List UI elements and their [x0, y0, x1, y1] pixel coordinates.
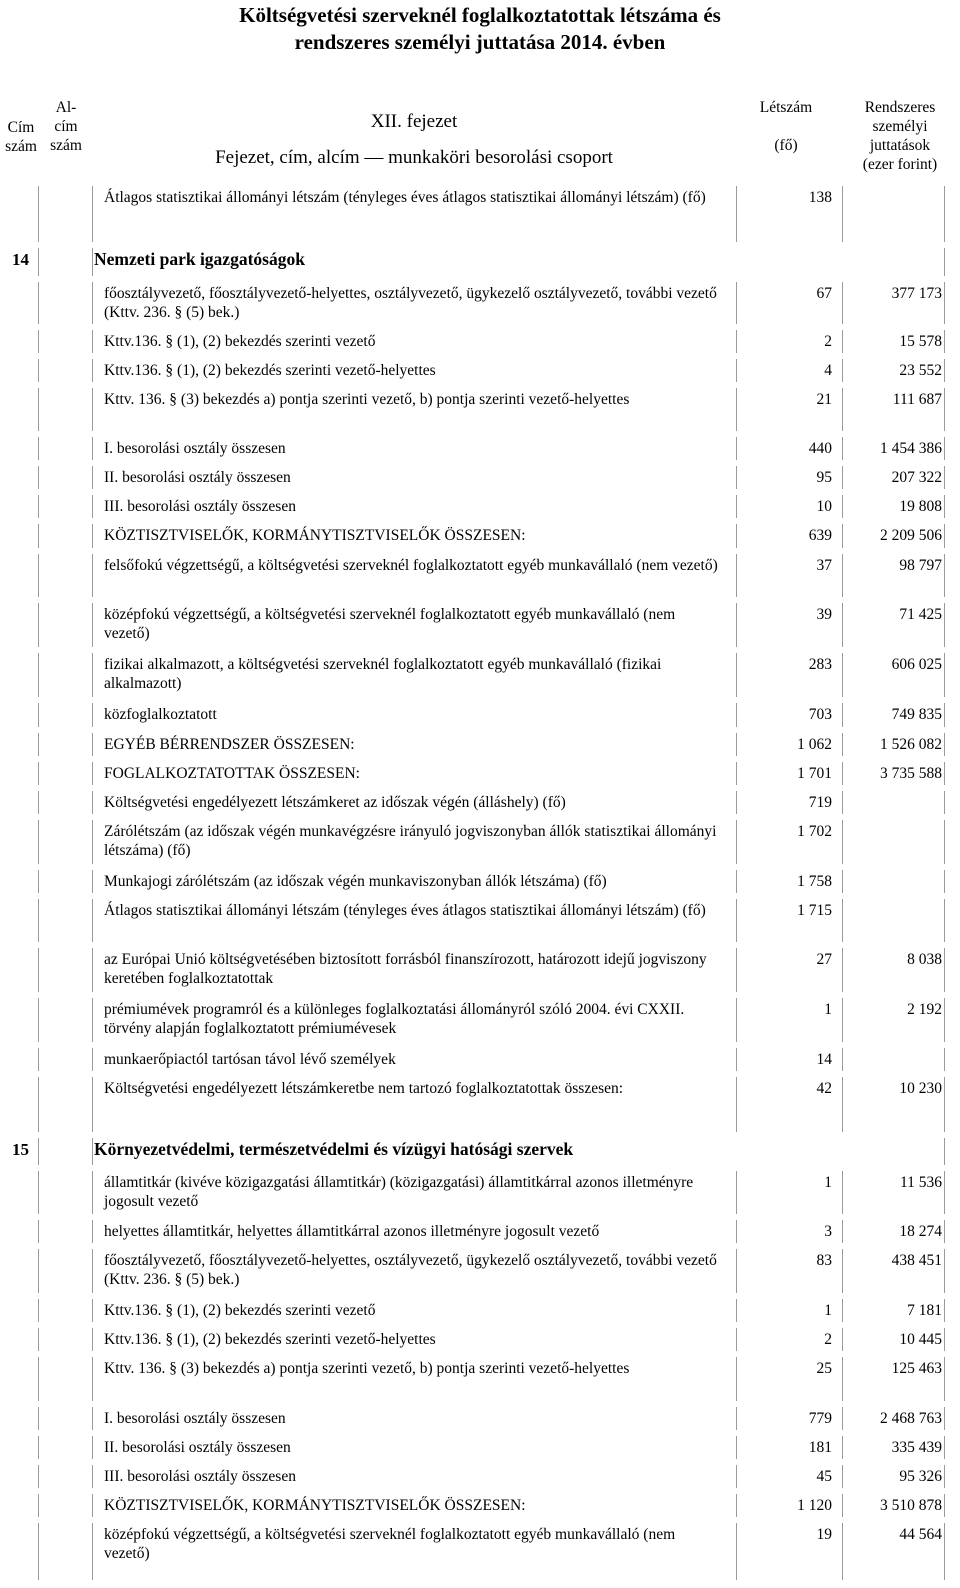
column-divider — [92, 330, 93, 353]
column-divider — [736, 554, 737, 597]
column-divider — [92, 359, 93, 382]
column-divider — [842, 1077, 843, 1132]
column-divider — [38, 388, 39, 431]
column-divider — [736, 820, 737, 864]
column-divider — [944, 1465, 945, 1488]
row-label: KÖZTISZTVISELŐK, KORMÁNYTISZTVISELŐK ÖSSZESEN: — [104, 1497, 526, 1514]
column-divider — [92, 1048, 93, 1071]
section-number: 15 — [12, 1140, 29, 1159]
column-divider — [842, 495, 843, 518]
header-letszam: Létszám (fő) — [759, 99, 813, 154]
headcount-value: 1 758 — [797, 873, 832, 890]
section-name: Környezetvédelmi, természetvédelmi és vízügyi hatósági szervek — [94, 1139, 574, 1159]
column-divider — [944, 388, 945, 431]
headcount-value: 10 — [816, 498, 832, 515]
salary-value: 111 687 — [892, 391, 942, 408]
column-divider — [842, 1220, 843, 1243]
column-divider — [842, 899, 843, 942]
column-divider — [92, 948, 93, 992]
column-divider — [736, 282, 737, 324]
header-juttatas: Rendszeres személyi juttatások (ezer forint) — [862, 99, 938, 173]
column-divider — [92, 703, 93, 727]
column-divider — [38, 282, 39, 324]
headcount-value: 703 — [808, 706, 832, 723]
headcount-value: 1 702 — [797, 823, 832, 840]
column-divider — [38, 1077, 39, 1132]
column-divider — [38, 733, 39, 756]
column-divider — [92, 1328, 93, 1351]
column-divider — [38, 1048, 39, 1071]
row-label: Kttv. 136. § (3) bekezdés a) pontja szerinti vezető, b) pontja szerinti vezető-helyettes — [104, 1360, 630, 1377]
column-divider — [842, 1494, 843, 1517]
row-label: I. besorolási osztály összesen — [104, 1410, 286, 1427]
headcount-value: 3 — [824, 1223, 832, 1240]
headcount-value: 1 — [824, 1302, 832, 1319]
column-divider — [92, 1249, 93, 1293]
column-divider — [92, 437, 93, 460]
headcount-value: 639 — [808, 527, 832, 544]
column-divider — [842, 282, 843, 324]
column-divider — [736, 1465, 737, 1488]
column-divider — [38, 653, 39, 697]
salary-value: 1 526 082 — [880, 736, 942, 753]
row-label: EGYÉB BÉRRENDSZER ÖSSZESEN: — [104, 736, 355, 753]
salary-value: 11 536 — [899, 1174, 942, 1191]
column-divider — [842, 791, 843, 814]
row-label: Kttv. 136. § (3) bekezdés a) pontja szerinti vezető, b) pontja szerinti vezető-helyettes — [104, 391, 630, 408]
column-divider — [944, 248, 945, 276]
column-divider — [92, 1494, 93, 1517]
column-divider — [92, 791, 93, 814]
row-label: II. besorolási osztály összesen — [104, 469, 291, 486]
salary-value: 3 735 588 — [880, 765, 942, 782]
column-divider — [38, 870, 39, 893]
salary-value: 10 445 — [899, 1331, 942, 1348]
column-divider — [842, 1299, 843, 1322]
column-divider — [736, 1048, 737, 1071]
salary-value: 606 025 — [891, 656, 942, 673]
headcount-value: 25 — [816, 1360, 832, 1377]
column-divider — [92, 1407, 93, 1430]
column-divider — [842, 1249, 843, 1293]
column-divider — [736, 1523, 737, 1580]
salary-value: 8 038 — [907, 951, 942, 968]
row-label: középfokú végzettségű, a költségvetési szerveknél foglalkoztatott egyéb munkavállaló (nem vezető) — [104, 1526, 676, 1562]
salary-value: 98 797 — [899, 557, 942, 574]
header-subtitle: Fejezet, cím, alcím — munkaköri besorolási csoport — [215, 147, 613, 168]
row-label: Zárólétszám (az időszak végén munkavégzésre irányuló jogviszonyban állók statisztikai állományi létszáma) (fő) — [104, 823, 717, 859]
column-divider — [38, 524, 39, 548]
column-divider — [944, 1048, 945, 1071]
headcount-value: 1 — [824, 1001, 832, 1018]
column-divider — [842, 703, 843, 727]
column-divider — [736, 1436, 737, 1459]
column-divider — [92, 1357, 93, 1401]
row-label: II. besorolási osztály összesen — [104, 1439, 291, 1456]
column-divider — [92, 653, 93, 697]
column-divider — [944, 1407, 945, 1430]
column-divider — [38, 495, 39, 518]
column-divider — [842, 998, 843, 1042]
column-divider — [38, 762, 39, 785]
column-divider — [38, 186, 39, 242]
column-divider — [38, 703, 39, 727]
salary-value: 335 439 — [891, 1439, 942, 1456]
column-divider — [92, 998, 93, 1042]
column-divider — [944, 653, 945, 697]
column-divider — [736, 653, 737, 697]
row-label: Átlagos statisztikai állományi létszám (tényleges éves átlagos statisztikai állományi létszám) (fő) — [104, 902, 706, 919]
column-divider — [38, 791, 39, 814]
column-divider — [944, 762, 945, 785]
headcount-value: 2 — [824, 333, 832, 350]
salary-value: 438 451 — [891, 1252, 942, 1269]
column-divider — [944, 1328, 945, 1351]
column-divider — [38, 248, 39, 276]
headcount-value: 42 — [816, 1080, 832, 1097]
column-divider — [944, 603, 945, 647]
column-divider — [944, 437, 945, 460]
column-divider — [92, 1171, 93, 1214]
column-divider — [92, 762, 93, 785]
column-divider — [944, 948, 945, 992]
column-divider — [944, 330, 945, 353]
headcount-value: 95 — [816, 469, 832, 486]
header-fejezet: XII. fejezet — [370, 111, 458, 132]
column-divider — [92, 1465, 93, 1488]
column-divider — [842, 186, 843, 242]
column-divider — [736, 1171, 737, 1214]
salary-value: 95 326 — [899, 1468, 942, 1485]
headcount-value: 45 — [816, 1468, 832, 1485]
column-divider — [842, 820, 843, 864]
row-label: helyettes államtitkár, helyettes államtitkárral azonos illetményre jogosult vezető — [104, 1223, 600, 1240]
headcount-value: 14 — [816, 1051, 832, 1068]
salary-value: 10 230 — [899, 1080, 942, 1097]
row-label: Költségvetési engedélyezett létszámkeret az időszak végén (álláshely) (fő) — [104, 794, 566, 811]
column-divider — [944, 1494, 945, 1517]
row-label: államtitkár (kivéve közigazgatási államtitkár) (közigazgatási) államtitkárral azonos illetményre jogosult vezető — [104, 1174, 694, 1210]
column-divider — [736, 495, 737, 518]
column-divider — [944, 1357, 945, 1401]
column-divider — [842, 603, 843, 647]
headcount-value: 83 — [816, 1252, 832, 1269]
headcount-value: 4 — [824, 362, 832, 379]
column-divider — [842, 653, 843, 697]
column-divider — [92, 388, 93, 431]
headcount-value: 283 — [808, 656, 832, 673]
column-divider — [38, 998, 39, 1042]
headcount-value: 21 — [816, 391, 832, 408]
column-divider — [92, 186, 93, 242]
headcount-value: 1 062 — [797, 736, 832, 753]
column-divider — [38, 1407, 39, 1430]
salary-value: 749 835 — [891, 706, 942, 723]
row-label: felsőfokú végzettségű, a költségvetési szerveknél foglalkoztatott egyéb munkavállaló (nem vezető) — [104, 557, 718, 574]
column-divider — [842, 524, 843, 548]
column-divider — [38, 554, 39, 597]
column-divider — [736, 762, 737, 785]
column-divider — [842, 466, 843, 489]
row-label: I. besorolási osztály összesen — [104, 440, 286, 457]
column-divider — [736, 1249, 737, 1293]
column-divider — [736, 1299, 737, 1322]
column-divider — [92, 1299, 93, 1322]
salary-value: 19 808 — [899, 498, 942, 515]
column-divider — [944, 1523, 945, 1580]
column-divider — [92, 466, 93, 489]
column-divider — [38, 1494, 39, 1517]
salary-value: 2 468 763 — [880, 1410, 942, 1427]
column-divider — [944, 1220, 945, 1243]
column-divider — [736, 1357, 737, 1401]
column-divider — [38, 437, 39, 460]
headcount-value: 138 — [808, 189, 832, 206]
column-divider — [944, 791, 945, 814]
section-name: Nemzeti park igazgatóságok — [94, 249, 305, 269]
column-divider — [842, 1436, 843, 1459]
title-line-2: rendszeres személyi juttatása 2014. évben — [294, 30, 666, 54]
column-divider — [842, 948, 843, 992]
column-divider — [38, 1523, 39, 1580]
column-divider — [944, 186, 945, 242]
section-number: 14 — [12, 250, 29, 269]
salary-value: 207 322 — [891, 469, 942, 486]
column-divider — [736, 186, 737, 242]
row-label: Kttv.136. § (1), (2) bekezdés szerinti vezető-helyettes — [104, 362, 436, 379]
column-divider — [736, 733, 737, 756]
table-header — [0, 88, 960, 180]
headcount-value: 37 — [816, 557, 832, 574]
column-divider — [944, 554, 945, 597]
row-label: Kttv.136. § (1), (2) bekezdés szerinti vezető — [104, 1302, 376, 1319]
column-divider — [92, 870, 93, 893]
row-label: főosztályvezető, főosztályvezető-helyettes, osztályvezető, ügykezelő osztályvezető, további vezető (Kttv. 236. § (5) bek.) — [104, 285, 717, 321]
row-label: III. besorolási osztály összesen — [104, 1468, 296, 1485]
column-divider — [944, 820, 945, 864]
headcount-value: 39 — [816, 606, 832, 623]
column-divider — [944, 359, 945, 382]
column-divider — [944, 703, 945, 727]
row-label: Munkajogi zárólétszám (az időszak végén munkaviszonyban állók létszáma) (fő) — [104, 873, 607, 890]
column-divider — [944, 870, 945, 893]
column-divider — [944, 998, 945, 1042]
column-divider — [736, 524, 737, 548]
column-divider — [736, 330, 737, 353]
row-label: Költségvetési engedélyezett létszámkeretbe nem tartozó foglalkoztatottak összesen: — [104, 1080, 624, 1097]
row-label: Kttv.136. § (1), (2) bekezdés szerinti vezető-helyettes — [104, 1331, 436, 1348]
column-divider — [92, 495, 93, 518]
column-divider — [38, 603, 39, 647]
column-divider — [842, 388, 843, 431]
column-divider — [944, 1138, 945, 1165]
column-divider — [842, 733, 843, 756]
headcount-value: 440 — [808, 440, 832, 457]
salary-value: 1 454 386 — [880, 440, 942, 457]
row-label: III. besorolási osztály összesen — [104, 498, 296, 515]
column-divider — [842, 1357, 843, 1401]
column-divider — [92, 1523, 93, 1580]
column-divider — [92, 524, 93, 548]
column-divider — [842, 1048, 843, 1071]
salary-value: 23 552 — [899, 362, 942, 379]
row-label: Átlagos statisztikai állományi létszám (tényleges éves átlagos statisztikai állományi létszám) (fő) — [104, 189, 706, 206]
column-divider — [736, 1407, 737, 1430]
salary-value: 125 463 — [891, 1360, 942, 1377]
title-line-1: Költségvetési szerveknél foglalkoztatottak létszáma és — [239, 3, 721, 27]
column-divider — [38, 330, 39, 353]
headcount-value: 1 120 — [797, 1497, 832, 1514]
row-label: FOGLALKOZTATOTTAK ÖSSZESEN: — [104, 765, 360, 782]
column-divider — [92, 554, 93, 597]
column-divider — [92, 1220, 93, 1243]
row-label: munkaerőpiactól tartósan távol lévő személyek — [104, 1051, 396, 1068]
headcount-value: 2 — [824, 1331, 832, 1348]
row-label: fizikai alkalmazott, a költségvetési szerveknél foglalkoztatott egyéb munkavállaló (fizikai alkalmazott) — [104, 656, 662, 692]
column-divider — [736, 466, 737, 489]
column-divider — [736, 998, 737, 1042]
headcount-value: 181 — [808, 1439, 832, 1456]
column-divider — [38, 359, 39, 382]
headcount-value: 1 715 — [797, 902, 832, 919]
column-divider — [92, 820, 93, 864]
header-alcim: Al- cím szám — [50, 99, 82, 154]
column-divider — [842, 1523, 843, 1580]
column-divider — [842, 330, 843, 353]
column-divider — [92, 733, 93, 756]
salary-value: 2 209 506 — [880, 527, 942, 544]
column-divider — [944, 282, 945, 324]
header-cim: Cím szám — [5, 119, 37, 155]
row-label: Kttv.136. § (1), (2) bekezdés szerinti vezető — [104, 333, 376, 350]
column-divider — [736, 948, 737, 992]
column-divider — [38, 1328, 39, 1351]
column-divider — [38, 1299, 39, 1322]
column-divider — [38, 1171, 39, 1214]
row-label: főosztályvezető, főosztályvezető-helyettes, osztályvezető, ügykezelő osztályvezető, további vezető (Kttv. 236. § (5) bek.) — [104, 1252, 717, 1288]
column-divider — [736, 870, 737, 893]
column-divider — [842, 554, 843, 597]
column-divider — [38, 466, 39, 489]
column-divider — [736, 1220, 737, 1243]
column-divider — [92, 899, 93, 942]
column-divider — [92, 248, 93, 276]
column-divider — [944, 1436, 945, 1459]
column-divider — [944, 466, 945, 489]
headcount-value: 719 — [808, 794, 832, 811]
salary-value: 7 181 — [907, 1302, 942, 1319]
headcount-value: 67 — [816, 285, 832, 302]
column-divider — [944, 1299, 945, 1322]
page-title — [0, 0, 960, 56]
column-divider — [842, 359, 843, 382]
row-label: az Európai Unió költségvetésében biztosított forrásból finanszírozott, határozott idejű jogviszony keretében foglalkoztatottak — [104, 951, 707, 987]
salary-value: 44 564 — [899, 1526, 942, 1543]
column-divider — [842, 1328, 843, 1351]
headcount-value: 27 — [816, 951, 832, 968]
row-label: KÖZTISZTVISELŐK, KORMÁNYTISZTVISELŐK ÖSSZESEN: — [104, 527, 526, 544]
column-divider — [38, 1138, 39, 1165]
column-divider — [842, 1465, 843, 1488]
column-divider — [842, 1407, 843, 1430]
column-divider — [38, 948, 39, 992]
column-divider — [842, 437, 843, 460]
column-divider — [38, 1465, 39, 1488]
column-divider — [92, 603, 93, 647]
column-divider — [736, 359, 737, 382]
column-divider — [736, 603, 737, 647]
column-divider — [842, 1171, 843, 1214]
column-divider — [736, 899, 737, 942]
headcount-value: 1 701 — [797, 765, 832, 782]
column-divider — [92, 282, 93, 324]
headcount-value: 779 — [808, 1410, 832, 1427]
column-divider — [736, 388, 737, 431]
row-label: közfoglalkoztatott — [104, 706, 217, 723]
column-divider — [944, 733, 945, 756]
headcount-value: 1 — [824, 1174, 832, 1191]
column-divider — [736, 1328, 737, 1351]
column-divider — [736, 437, 737, 460]
column-divider — [944, 1077, 945, 1132]
salary-value: 3 510 878 — [880, 1497, 942, 1514]
column-divider — [38, 899, 39, 942]
salary-value: 377 173 — [891, 285, 942, 302]
column-divider — [944, 524, 945, 548]
column-divider — [38, 820, 39, 864]
column-divider — [92, 1138, 93, 1165]
salary-value: 2 192 — [907, 1001, 942, 1018]
column-divider — [38, 1436, 39, 1459]
column-divider — [944, 495, 945, 518]
salary-value: 71 425 — [899, 606, 942, 623]
row-label: prémiumévek programról és a különleges foglalkoztatási állományról szóló 2004. évi CXXII. törvény alapján foglalkoztatott prémiumévesek — [104, 1001, 685, 1037]
column-divider — [842, 870, 843, 893]
column-divider — [92, 1077, 93, 1132]
column-divider — [736, 703, 737, 727]
column-divider — [736, 791, 737, 814]
column-divider — [736, 1077, 737, 1132]
column-divider — [92, 1436, 93, 1459]
salary-value: 18 274 — [899, 1223, 942, 1240]
row-label: középfokú végzettségű, a költségvetési szerveknél foglalkoztatott egyéb munkavállaló (nem vezető) — [104, 606, 676, 642]
column-divider — [842, 762, 843, 785]
column-divider — [38, 1220, 39, 1243]
column-divider — [944, 899, 945, 942]
column-divider — [38, 1249, 39, 1293]
headcount-value: 19 — [816, 1526, 832, 1543]
column-divider — [944, 1249, 945, 1293]
salary-value: 15 578 — [899, 333, 942, 350]
column-divider — [38, 1357, 39, 1401]
column-divider — [944, 1171, 945, 1214]
column-divider — [736, 1494, 737, 1517]
